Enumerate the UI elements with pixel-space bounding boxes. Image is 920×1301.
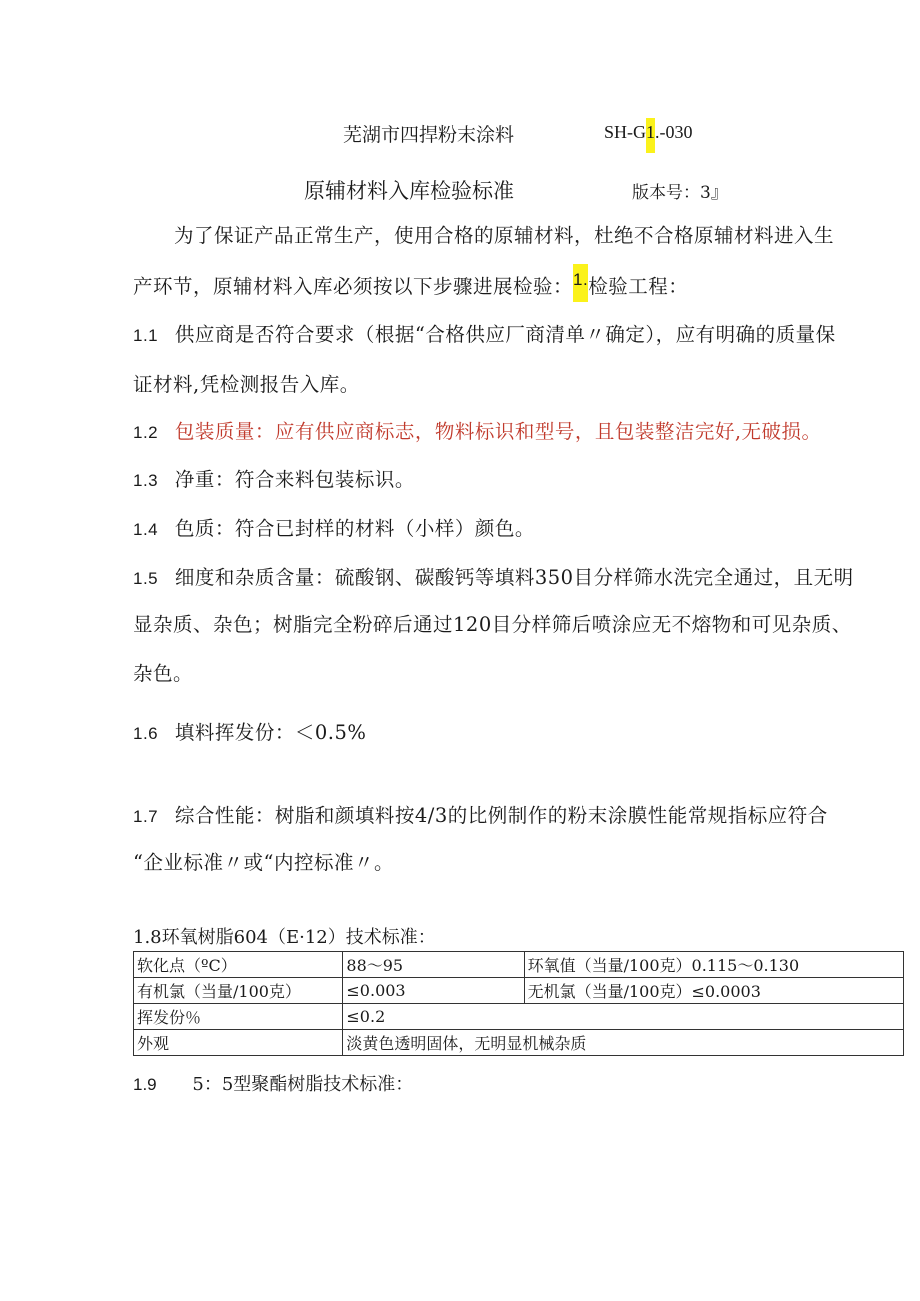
company-name: 芜湖市四捍粉末涂料	[343, 124, 515, 146]
intro-section-number: 1.	[573, 264, 588, 302]
table-row	[134, 978, 904, 1004]
table-cell: 有机氯（当量/100克）	[134, 978, 343, 1004]
item-1-7-number: 1.7	[133, 807, 159, 826]
table-cell: 外观	[134, 1030, 343, 1056]
item-1-1-number: 1.1	[133, 326, 159, 345]
epoxy-spec-table	[133, 951, 904, 1056]
item-1-3	[133, 464, 415, 492]
item-1-9-number: 1.9	[133, 1075, 157, 1094]
item-1-5-line-3: 杂色。	[133, 662, 194, 685]
item-1-7-line-1	[133, 800, 828, 828]
table-cell: ≤0.003	[343, 978, 524, 1004]
item-1-6-text: 填料挥发份：＜0.5%	[174, 721, 367, 744]
table-cell: 软化点（ºC）	[134, 952, 343, 978]
table-row	[134, 952, 904, 978]
item-1-1-line-2: 证材料,凭检测报告入库。	[133, 373, 360, 396]
table-cell: 淡黄色透明固体，无明显机械杂质	[343, 1030, 904, 1056]
document-code	[604, 122, 693, 153]
table-cell: 88～95	[343, 952, 524, 978]
item-1-2	[133, 416, 822, 444]
intro-section-title: 检验工程：	[588, 275, 689, 298]
item-1-5-number: 1.5	[133, 569, 159, 588]
item-1-5-line-1	[133, 562, 854, 590]
document-code-highlight: 1	[646, 118, 655, 153]
item-1-9-text: 5：5型聚酯树脂技术标准：	[192, 1074, 414, 1095]
item-1-2-number: 1.2	[133, 423, 159, 442]
item-1-5-line-2: 显杂质、杂色；树脂完全粉碎后通过120目分样筛后喷涂应无不熔物和可见杂质、	[133, 613, 852, 636]
item-1-8-title: 1.8环氧树脂604（E·12）技术标准：	[133, 927, 436, 948]
table-cell: ≤0.2	[343, 1004, 904, 1030]
item-1-2-text: 包装质量：应有供应商标志，物料标识和型号，且包装整洁完好,无破损。	[174, 420, 822, 443]
table-cell: 无机氯（当量/100克）≤0.0003	[524, 978, 903, 1004]
item-1-1-line-1	[133, 319, 836, 347]
item-1-4-number: 1.4	[133, 520, 159, 539]
table-row	[134, 1004, 904, 1030]
table-cell: 环氧值（当量/100克）0.115～0.130	[524, 952, 903, 978]
document-code-suffix: .-030	[655, 122, 693, 142]
item-1-6	[133, 717, 366, 745]
intro-line-2	[133, 271, 688, 302]
document-title: 原辅材料入库检验标准	[304, 179, 514, 203]
document-code-prefix: SH-G	[604, 122, 647, 142]
item-1-9	[133, 1070, 413, 1096]
version-number: 版本号：3』	[632, 183, 728, 203]
item-1-4-text: 色质：符合已封样的材料（小样）颜色。	[174, 517, 535, 540]
item-1-7-line-2: “企业标准〃或“内控标准〃。	[133, 851, 394, 874]
item-1-5-text: 细度和杂质含量：硫酸钢、碳酸钙等填料350目分样筛水洗完全通过，且无明	[174, 566, 854, 589]
item-1-4	[133, 513, 535, 541]
intro-line-2-text: 产环节，原辅材料入库必须按以下步骤进展检验：	[133, 275, 574, 298]
intro-line-1: 为了保证产品正常生产，使用合格的原辅材料，杜绝不合格原辅材料进入生	[174, 224, 835, 247]
table-row	[134, 1030, 904, 1056]
item-1-3-text: 净重：符合来料包装标识。	[174, 468, 415, 491]
item-1-7-text: 综合性能：树脂和颜填料按4/3的比例制作的粉末涂膜性能常规指标应符合	[174, 804, 828, 827]
item-1-6-number: 1.6	[133, 724, 159, 743]
table-cell: 挥发份％	[134, 1004, 343, 1030]
item-1-1-text: 供应商是否符合要求（根据“合格供应厂商清单〃确定），应有明确的质量保	[174, 323, 836, 346]
item-1-3-number: 1.3	[133, 471, 159, 490]
